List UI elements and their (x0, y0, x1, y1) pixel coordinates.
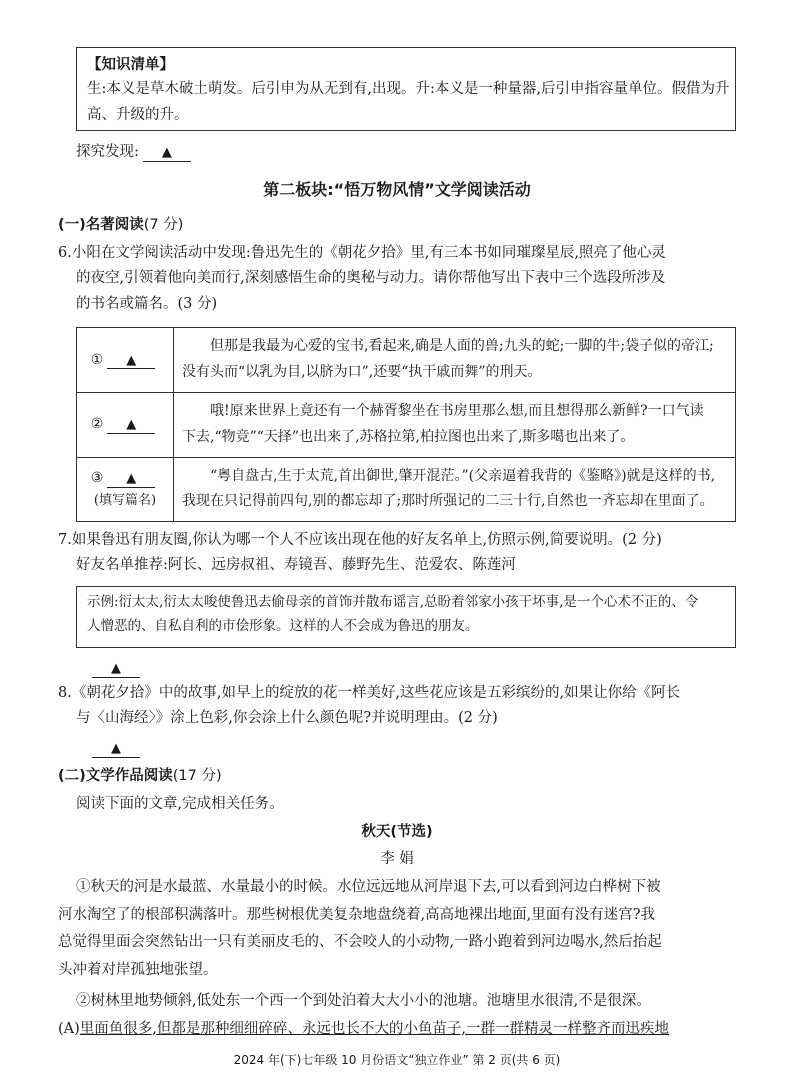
excerpt-table (76, 327, 736, 522)
paragraph-1-line-1: ①秋天的河是水最蓝、水量最小的时候。水位远远地从河岸退下去,可以看到河边白桦树下被 (76, 879, 661, 895)
question-6 (58, 241, 748, 317)
table-row (77, 328, 736, 393)
answer-blank-2[interactable] (107, 416, 155, 434)
question-8-line-2: 与〈山海经〉》涂上色彩,你会涂上什么颜色呢?并说明理由。(2 分) (76, 710, 498, 727)
paragraph-1-line-4: 头冲着对岸孤独地张望。 (58, 961, 218, 978)
excerpt-line: “粤自盘古,生于太荒,首出御世,肇开混茫。”(父亲逼着我背的《鉴略》)就是这样的书, (210, 467, 716, 484)
answer-blank-1[interactable] (107, 352, 155, 370)
table-cell-label (77, 328, 174, 393)
table-row (77, 392, 736, 457)
paragraph-2-line-1: ②树林里地势倾斜,低处东一个西一个到处泊着大大小小的池塘。池塘里水很清,不是很深。 (76, 993, 651, 1010)
answer-triangle-icon: ▲ (126, 470, 137, 486)
answer-triangle-icon: ▲ (161, 145, 172, 160)
answer-triangle-icon: ▲ (111, 741, 121, 756)
question-6-line-2: 的夜空,引领着他向美而行,深刻感悟生命的奥秘与动力。请你帮他写出下表中三个选段所涉及 (76, 270, 666, 287)
explore-label: 探究发现: (76, 144, 139, 160)
excerpt-line: 但那是我最为心爱的宝书,看起来,确是人面的兽;九头的蛇;一脚的牛;袋子似的帝江; (210, 338, 714, 354)
page-footer: 2024 年(下)七年级 10 月份语文“独立作业” 第 2 页(共 6 页) (233, 1053, 561, 1067)
table-cell-label (77, 457, 174, 522)
underlined-sentence-a: 里面鱼很多,但都是那种细细碎碎、永远也长不大的小鱼苗子,一群一群精灵一样整齐而迅疾地 (79, 1020, 670, 1037)
question-7 (58, 528, 758, 579)
question-6-line-1: 6.小阳在文学阅读活动中发现:鲁迅先生的《朝花夕拾》里,有三本书如同璀璨星辰,照亮了他心灵 (58, 245, 666, 261)
reading-instruction: 阅读下面的文章,完成相关任务。 (76, 796, 284, 812)
row-number: ② (90, 416, 104, 433)
question-8-answer-blank[interactable] (92, 740, 140, 758)
part-1-title: (一)名著阅读 (58, 217, 144, 233)
article-body (58, 874, 748, 1043)
explore-answer-blank[interactable] (143, 144, 191, 162)
excerpt-line: 我现在只记得前四句,别的都忘却了;那时所强记的二三十行,自然也一齐忘却在里面了。 (182, 493, 714, 510)
question-7-answer (88, 656, 144, 681)
table-row (77, 457, 736, 522)
paragraph-1-line-3: 总觉得里面会突然钻出一只有美丽皮毛的、不会咬人的小动物,一路小跑着到河边喝水,然后抬起 (58, 934, 662, 951)
knowledge-list-box (76, 47, 736, 131)
marker-a: (A) (58, 1020, 80, 1037)
question-7-line-2: 好友名单推荐:阿长、远房叔祖、寿镜吾、藤野先生、范爱农、陈莲河 (76, 557, 516, 574)
answer-triangle-icon: ▲ (111, 661, 121, 676)
question-7-answer-blank[interactable] (92, 660, 140, 678)
table-cell-label (77, 392, 174, 457)
excerpt-line: 下去,“物竞”“天择”也出来了,苏格拉第,柏拉图也出来了,斯多噶也出来了。 (182, 428, 635, 445)
row-number: ① (90, 351, 104, 368)
question-6-line-3: 的书名或篇名。(3 分) (76, 295, 218, 312)
question-8-answer (88, 736, 144, 761)
question-8 (58, 681, 758, 732)
knowledge-list-line-1: 生:本义是草木破土萌发。后引申为从无到有,出现。升:本义是一种量器,后引申指容量单位。假借为升 (87, 81, 730, 98)
answer-triangle-icon: ▲ (126, 417, 137, 433)
row-number: ③ (90, 469, 104, 486)
explore-finding (76, 140, 195, 165)
answer-triangle-icon: ▲ (126, 352, 137, 368)
knowledge-list-line-2: 高、升级的升。 (87, 106, 189, 123)
example-line-1: 示例:衍太太,衍太太唆使鲁迅去偷母亲的首饰并散布谣言,总盼着邻家小孩干坏事,是一个心术不正的、令 (87, 594, 699, 610)
excerpt-line: 哦!原来世界上竟还有一个赫胥黎坐在书房里那么想,而且想得那么新鲜?一口气读 (210, 402, 704, 419)
example-line-2: 人憎恶的、自私自利的市侩形象。这样的人不会成为鲁迅的朋友。 (87, 617, 479, 634)
paragraph-1-line-2: 河水淘空了的根部积满落叶。那些树根优美复杂地盘绕着,高高地裸出地面,里面有没有迷宫?我 (58, 906, 655, 923)
part-1-score: (7 分) (143, 217, 184, 233)
paragraph-2-line-2 (58, 1016, 748, 1044)
answer-blank-3[interactable] (107, 470, 155, 488)
knowledge-list-heading: 【知识清单】 (87, 56, 174, 73)
part-2-title: (二)文学作品阅读 (58, 768, 173, 784)
row-note: (填写篇名) (93, 493, 157, 509)
question-7-line-1: 7.如果鲁迅有朋友圈,你认为哪一个人不应该出现在他的好友名单上,仿照示例,简要说明。(2 分) (58, 532, 662, 548)
part-2-score: (17 分) (172, 768, 222, 784)
example-box (76, 586, 736, 648)
article-title: 秋天(节选) (361, 824, 433, 840)
part-2-heading (58, 764, 222, 789)
table-cell-excerpt (174, 328, 736, 393)
part-1-heading (58, 213, 183, 238)
table-cell-excerpt (174, 392, 736, 457)
question-8-line-1: 8.《朝花夕拾》中的故事,如早上的绽放的花一样美好,这些花应该是五彩缤纷的,如果让你给《阿长 (58, 685, 681, 701)
table-cell-excerpt (174, 457, 736, 522)
section-2-title: 第二板块:“悟万物风情”文学阅读活动 (263, 180, 531, 199)
excerpt-line: 没有头而“以乳为目,以脐为口”,还要“执干戚而舞”的刑天。 (182, 363, 542, 380)
article-author: 李 娟 (380, 851, 414, 867)
